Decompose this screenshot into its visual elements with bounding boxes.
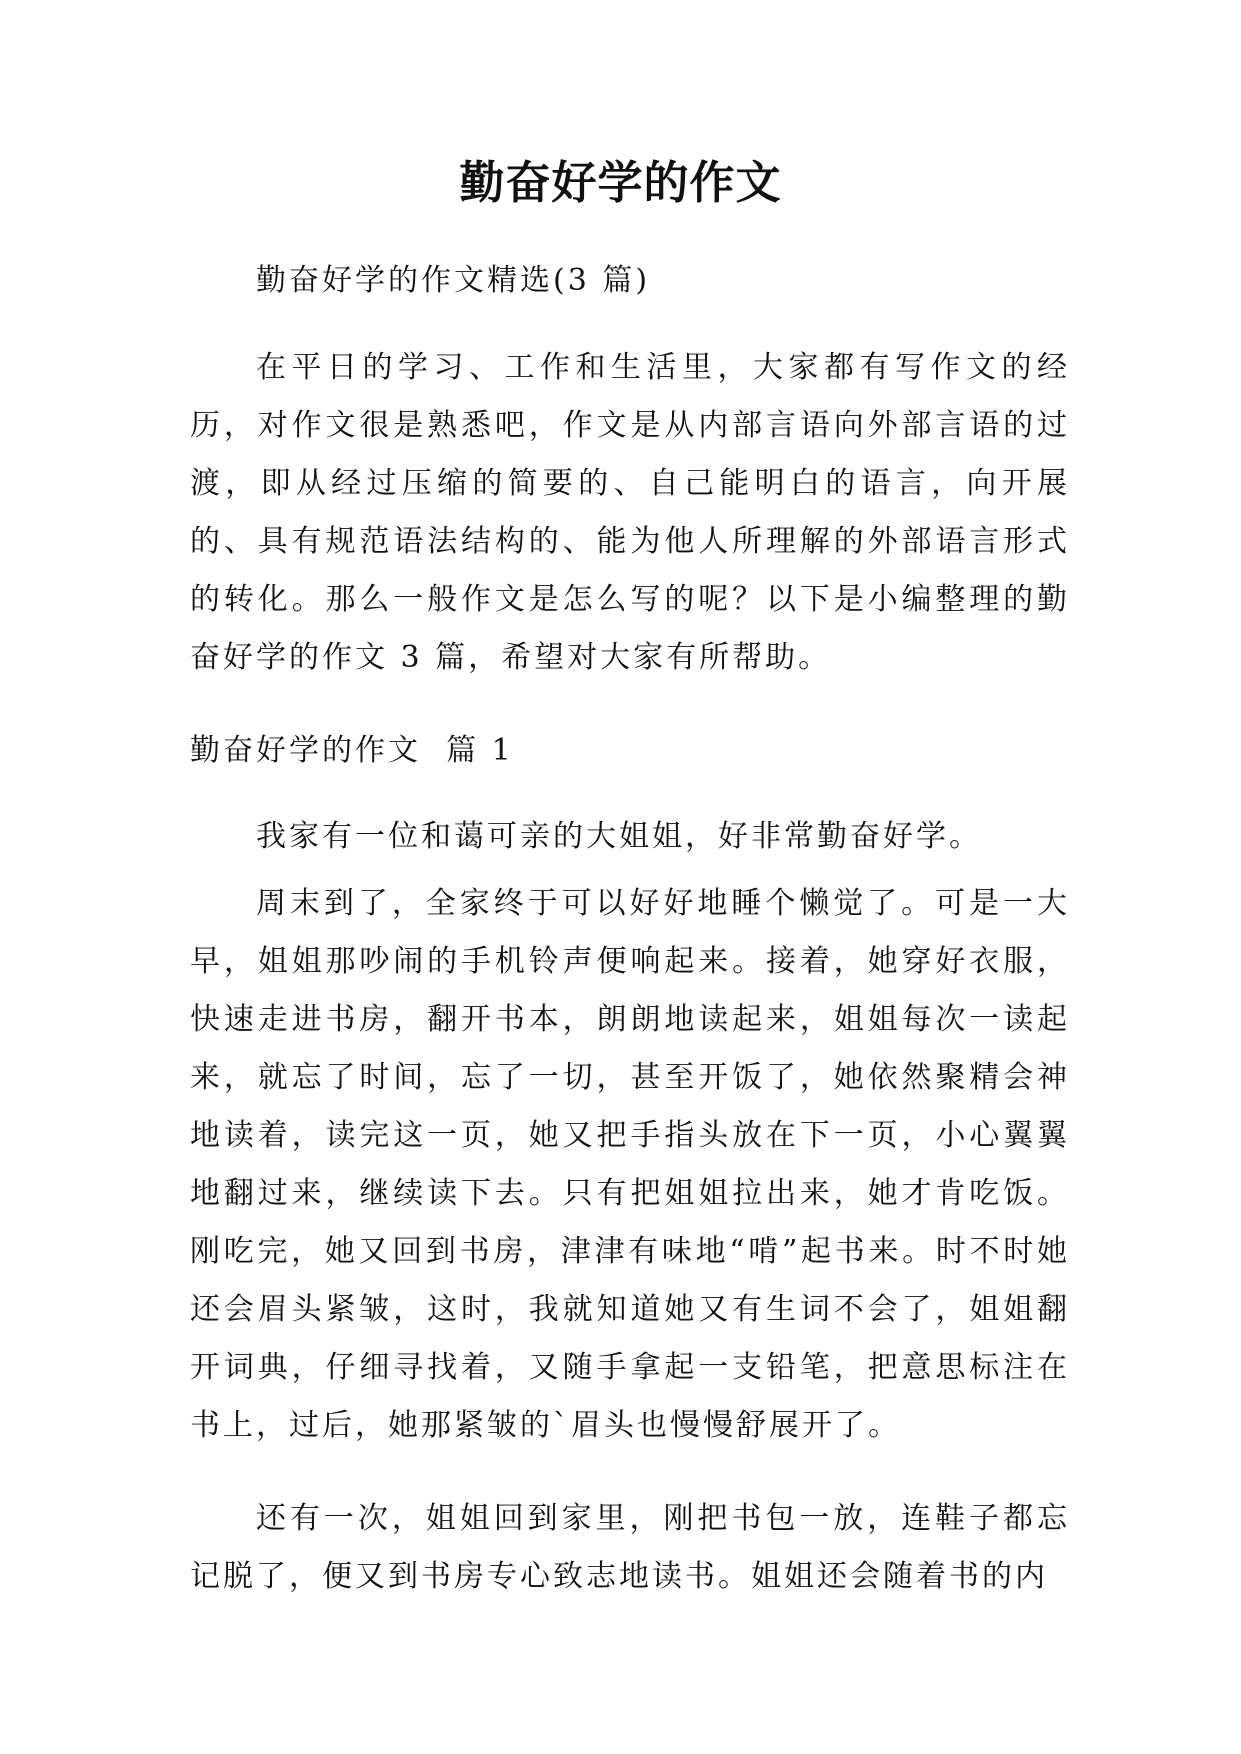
body-paragraph-3: 还有一次，姐姐回到家里，刚把书包一放，连鞋子都忘记脱了，便又到书房专心致志地读书。姐姐还会随着书的内 — [190, 1501, 1070, 1594]
intro-paragraph: 在平日的学习、工作和生活里，大家都有写作文的经历，对作文很是熟悉吧，作文是从内部言语向外部言语的过渡，即从经过压缩的简要的、自己能明白的语言，向开展的、具有规范语法结构的、能为他人所理解的外部语言形式的转化。那么一般作文是怎么写的呢？以下是小编整理的勤奋好学的作文 3 篇，希望对大家有所帮助。 — [190, 350, 1070, 675]
body-paragraph-2: 周末到了，全家终于可以好好地睡个懒觉了。可是一大早，姐姐那吵闹的手机铃声便响起来。接着，她穿好衣服，快速走进书房，翻开书本，朗朗地读起来，姐姐每次一读起来，就忘了时间，忘了一切，甚至开饭了，她依然聚精会神地读着，读完这一页，她又把手指头放在下一页，小心翼翼地翻过来，继续读下去。只有把姐姐拉出来，她才肯吃饭。刚吃完，她又回到书房，津津有味地“啃”起书来。时不时她还会眉头紧皱，这时，我就知道她又有生词不会了，姐姐翻开词典，仔细寻找着，又随手拿起一支铅笔，把意思标注在书上，过后，她那紧皱的`眉头也慢慢舒展开了。 — [190, 886, 1070, 1443]
body-paragraph-1: 我家有一位和蔼可亲的大姐姐，好非常勤奋好学。 — [256, 819, 982, 854]
document-subtitle: 勤奋好学的作文精选(3 篇) — [256, 263, 651, 298]
document-title: 勤奋好学的作文 — [459, 156, 782, 209]
section-heading: 勤奋好学的作文 篇 1 — [190, 733, 514, 768]
